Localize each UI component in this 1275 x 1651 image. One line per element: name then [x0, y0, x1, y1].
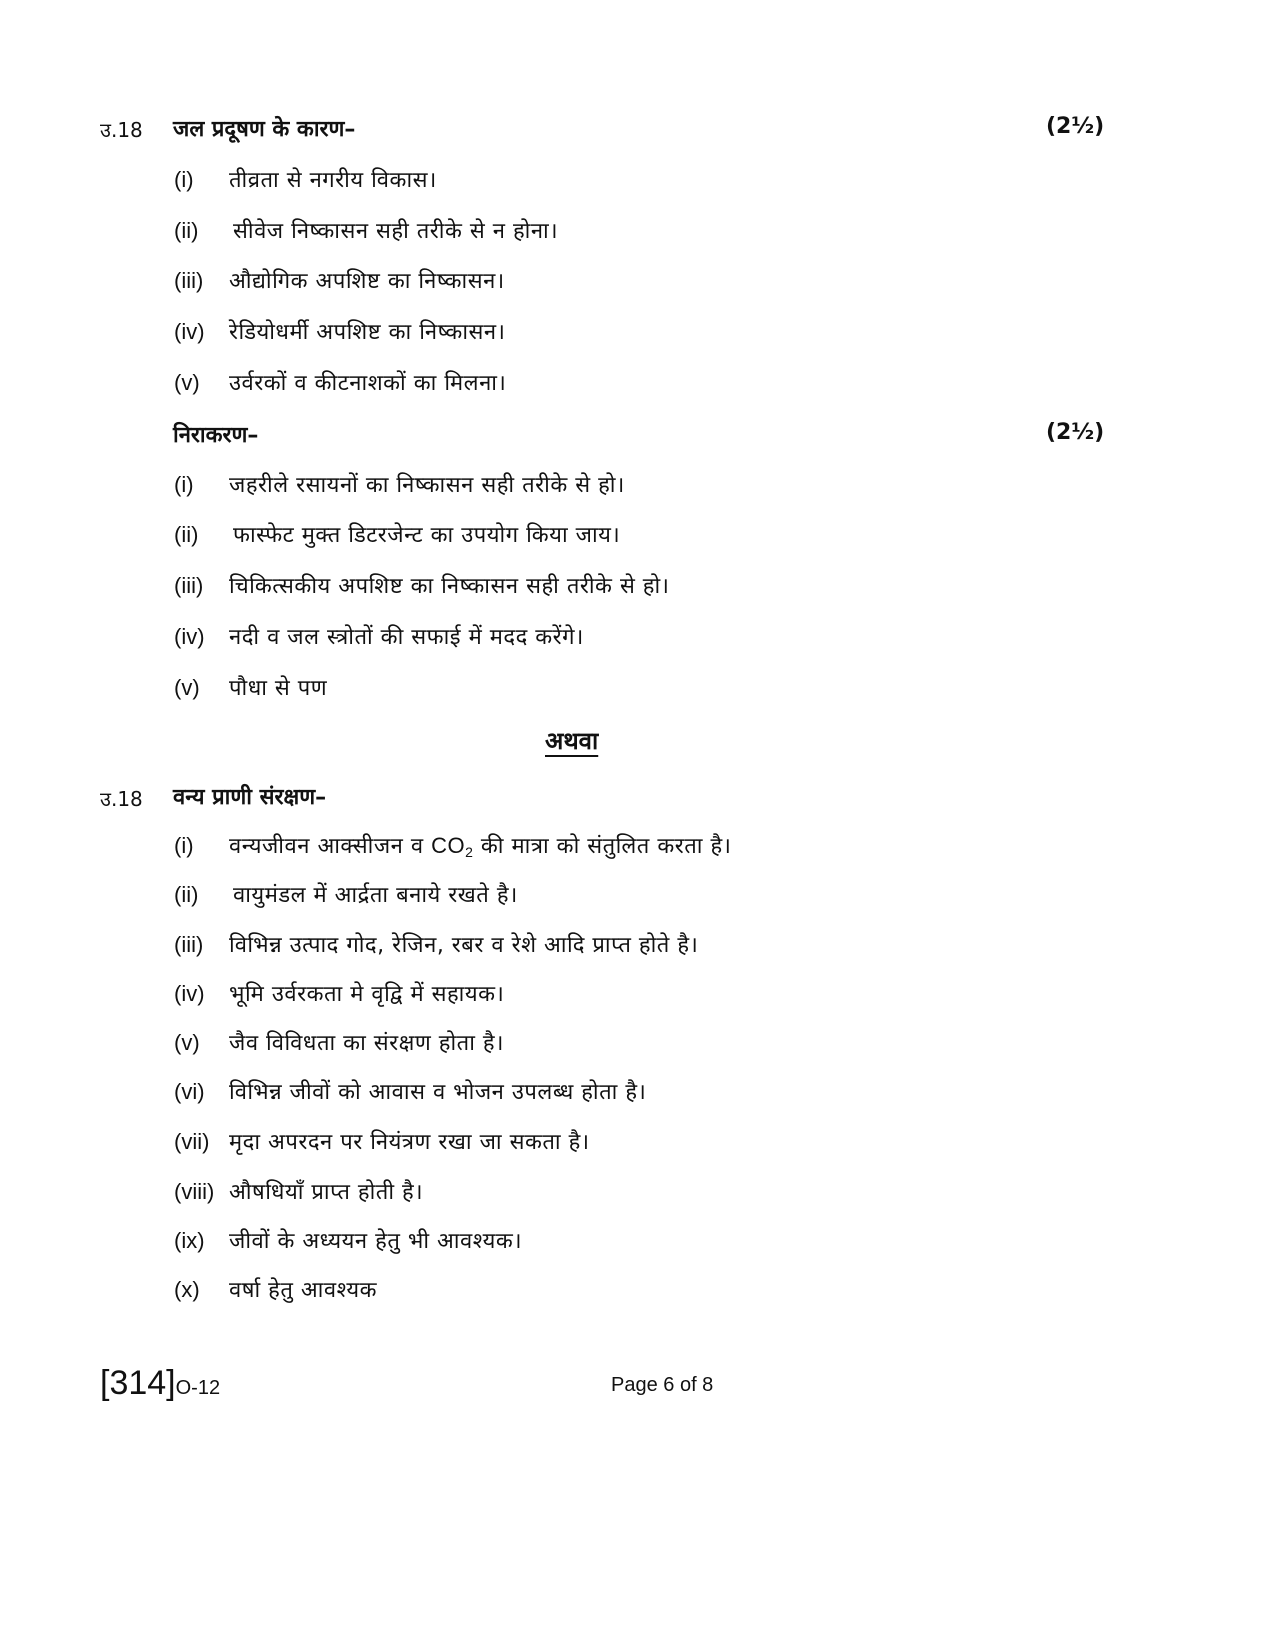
list-item: विभिन्न उत्पाद गोद, रेजिन, रबर व रेशे आदि प्राप्त होते है।: [229, 933, 699, 958]
item-number: (ii): [174, 882, 199, 907]
list-item: जैव विविधता का संरक्षण होता है।: [229, 1031, 504, 1056]
item-number: (i): [174, 167, 194, 192]
list-item: वर्षा हेतु आवश्यक: [229, 1278, 378, 1303]
item-number: (ii): [174, 522, 199, 547]
item-number: (viii): [174, 1179, 215, 1204]
co2-formula: [431, 833, 473, 858]
list-item: वायुमंडल में आर्द्रता बनाये रखते है।: [233, 883, 518, 908]
list-item: तीव्रता से नगरीय विकास।: [229, 168, 437, 193]
list-item: चिकित्सकीय अपशिष्ट का निष्कासन सही तरीके से हो।: [229, 574, 670, 599]
paper-code-number: [314]: [100, 1364, 176, 1402]
item-number: (ii): [174, 218, 199, 243]
item-number: (v): [174, 370, 200, 395]
section-heading: निराकरण–: [173, 423, 259, 448]
list-item: सीवेज निष्कासन सही तरीके से न होना।: [233, 219, 559, 244]
item-text-before: वन्यजीवन आक्सीजन व: [229, 834, 432, 859]
question-number: उ.18: [100, 118, 143, 142]
item-number: (vi): [174, 1079, 205, 1104]
list-item: औद्योगिक अपशिष्ट का निष्कासन।: [229, 269, 505, 294]
item-text-after: की मात्रा को संतुलित करता है।: [473, 834, 732, 859]
paper-code: [100, 1364, 220, 1403]
marks-label: (2½): [1046, 420, 1105, 445]
item-number: (i): [174, 472, 194, 497]
list-item: रेडियोधर्मी अपशिष्ट का निष्कासन।: [229, 320, 506, 345]
list-item: विभिन्न जीवों को आवास व भोजन उपलब्ध होता है।: [229, 1080, 647, 1105]
item-number: (iv): [174, 624, 205, 649]
item-number: (i): [174, 833, 194, 858]
list-item: पौधा से पण: [229, 676, 328, 701]
page-number: Page 6 of 8: [611, 1374, 714, 1396]
item-number: (ix): [174, 1228, 205, 1253]
item-number: (v): [174, 675, 200, 700]
list-item: भूमि उर्वरकता मे वृद्वि में सहायक।: [229, 982, 505, 1007]
item-number: (x): [174, 1277, 200, 1302]
item-number: (vii): [174, 1129, 210, 1154]
list-item: नदी व जल स्त्रोतों की सफाई में मदद करेंगे।: [229, 625, 584, 650]
list-item: जीवों के अध्ययन हेतु भी आवश्यक।: [229, 1229, 523, 1254]
co-text: CO: [431, 833, 466, 858]
question-number: उ.18: [100, 787, 143, 811]
item-number: (iv): [174, 981, 205, 1006]
list-item: जहरीले रसायनों का निष्कासन सही तरीके से हो।: [229, 473, 625, 498]
item-number: (v): [174, 1030, 200, 1055]
item-number: (iii): [174, 268, 204, 293]
list-item: औषधियाँ प्राप्त होती है।: [229, 1180, 424, 1205]
list-item: मृदा अपरदन पर नियंत्रण रखा जा सकता है।: [229, 1130, 590, 1155]
item-number: (iv): [174, 319, 205, 344]
item-number: (iii): [174, 573, 204, 598]
section-heading: वन्य प्राणी संरक्षण–: [173, 785, 327, 810]
marks-label: (2½): [1046, 114, 1105, 139]
paper-code-suffix: O-12: [175, 1377, 221, 1399]
list-item: फास्फेट मुक्त डिटरजेन्ट का उपयोग किया जाय।: [233, 523, 621, 548]
list-item: [229, 830, 731, 860]
item-number: (iii): [174, 932, 204, 957]
subscript-2: 2: [465, 844, 474, 860]
list-item: उर्वरकों व कीटनाशकों का मिलना।: [229, 371, 507, 396]
section-heading: जल प्रदूषण के कारण–: [173, 117, 356, 142]
or-heading: अथवा: [545, 727, 599, 755]
